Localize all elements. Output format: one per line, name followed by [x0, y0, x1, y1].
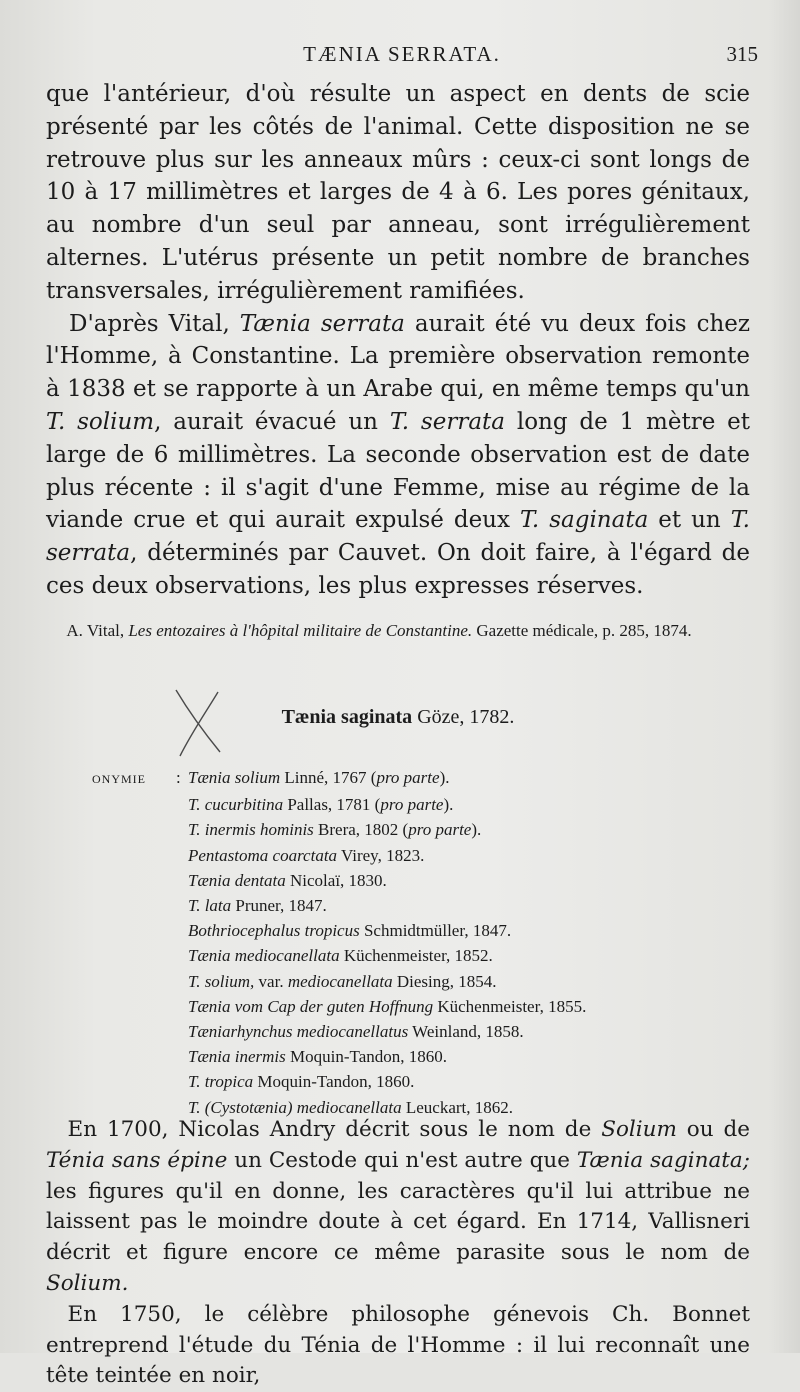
- footnote-text: [46, 618, 750, 643]
- synonym-entry: [92, 969, 752, 994]
- synonym-entry: [92, 994, 752, 1019]
- synonym-name: T. cucurbitina: [188, 795, 284, 815]
- synonymy-list: [92, 765, 752, 1120]
- species-name: T. serrata: [46, 507, 750, 567]
- synonym-authority: Pruner, 1847.: [231, 896, 327, 916]
- species-name: Ténia sans épine: [46, 1147, 228, 1173]
- species-name: Solium: [601, 1117, 677, 1142]
- synonym-name: Pentastoma coarctata: [188, 845, 338, 865]
- synonym-entry: [92, 868, 752, 893]
- running-title: TÆNIA SERRATA.: [303, 42, 501, 66]
- synonymy-label: ONYMIE: [92, 772, 146, 786]
- synonymy-colon: :: [176, 768, 181, 787]
- synonym-authority: Weinland, 1858.: [408, 1022, 524, 1042]
- synonym-name: Tænia inermis: [188, 1047, 286, 1067]
- synonym-authority: Moquin-Tandon, 1860.: [285, 1047, 448, 1067]
- text-run: , déterminés par Cauvet. On doit faire, à l'égard de ces deux observations, les plus expresses réserves.: [46, 540, 750, 599]
- paragraph-vital: [46, 308, 750, 603]
- synonym-authority: Pallas, 1781 (: [283, 795, 381, 815]
- synonym-note: pro parte: [408, 820, 472, 840]
- synonym-entry: [92, 1069, 752, 1094]
- synonym-note: pro parte: [380, 795, 444, 815]
- lower-body-text: [46, 1115, 750, 1392]
- synonym-authority: var.: [254, 971, 288, 991]
- text-run: , aurait évacué un: [154, 408, 390, 435]
- synonym-end: ).: [471, 820, 482, 840]
- synonym-authority: Moquin-Tandon, 1860.: [253, 1072, 415, 1092]
- page-number: 315: [726, 42, 758, 66]
- synonym-name: Tænia dentata: [188, 870, 286, 890]
- synonym-end: ).: [439, 768, 450, 787]
- synonym-name: Tæniarhynchus mediocanellatus: [188, 1022, 409, 1042]
- synonym-entry: [92, 943, 752, 968]
- footnote-citation: Gazette médicale, p. 285, 1874.: [472, 621, 692, 640]
- text-run: ou de: [676, 1117, 750, 1142]
- synonym-name: T. tropica: [188, 1072, 254, 1092]
- synonym-name: T. lata: [188, 896, 232, 916]
- species-name: Solium.: [46, 1270, 129, 1296]
- synonym-end: Diesing, 1854.: [392, 971, 497, 991]
- synonym-entry: [92, 893, 752, 918]
- section-species-name: Tænia saginata: [281, 706, 413, 728]
- text-run: aurait été vu deux fois chez l'Homme, à Constantine. La première observation remonte à 1838 et se rapporte à un Arabe qui, en même temps qu'un: [46, 310, 751, 403]
- synonym-authority: Brera, 1802 (: [313, 820, 409, 840]
- text-run: long de 1 mètre et large de 6 millimètres. La seconde observation est de date plus récente : il s'agit d'une Femme, mise au régime de la viande crue et qui aurait expulsé deux: [46, 408, 751, 534]
- species-name: T. saginata: [519, 507, 649, 534]
- synonym-authority: Nicolaï, 1830.: [285, 870, 387, 890]
- paragraph-continuation: que l'antérieur, d'où résulte un aspect en dents de scie présenté par les côtés de l'animal. Cette disposition ne se retrouve plus sur les anneaux mûrs : ceux-ci sont longs de 10 à 17 millimètres et larges de 4 à 6. Les pores génitaux, au nombre d'un seul par anneau, sont irrégulièrement alternes. L'utérus présente un petit nombre de branches transversales, irrégulièrement ramifiées.: [46, 81, 750, 304]
- species-name: Tænia serrata: [239, 310, 405, 337]
- footnote-author: A. Vital,: [66, 621, 129, 640]
- main-body-text: [46, 78, 750, 603]
- species-name: Tænia saginata;: [576, 1147, 750, 1173]
- synonym-name: T. solium,: [188, 971, 255, 991]
- page-header: [46, 42, 758, 70]
- section-heading: [46, 706, 750, 729]
- synonym-name: Tænia vom Cap der guten Hoffnung: [188, 996, 434, 1016]
- synonym-entry: [92, 1044, 752, 1069]
- footnote-title: Les entozaires à l'hôpital militaire de Constantine.: [128, 621, 473, 640]
- synonym-authority: Küchenmeister, 1855.: [433, 996, 587, 1016]
- paragraph-andry: [46, 1115, 750, 1300]
- footnote: [46, 618, 750, 643]
- synonym-authority: Küchenmeister, 1852.: [339, 946, 493, 966]
- synonym-name: Bothriocephalus tropicus: [188, 921, 360, 941]
- page-gutter-shadow: [768, 0, 800, 1353]
- text-run: un Cestode qui n'est autre que: [227, 1147, 577, 1173]
- synonym-entry: [92, 792, 752, 817]
- species-name: T. solium: [46, 408, 155, 435]
- synonym-name: Tænia solium: [188, 768, 281, 787]
- synonym-entry: [92, 1019, 752, 1044]
- synonym-authority: Schmidtmüller, 1847.: [359, 921, 512, 941]
- section-authority: Göze, 1782.: [412, 706, 515, 728]
- synonym-entry: [92, 817, 752, 842]
- synonym-authority: Linné, 1767 (: [280, 768, 377, 787]
- text-run: En 1700, Nicolas Andry décrit sous le nom de: [67, 1117, 602, 1142]
- synonym-note: mediocanellata: [287, 971, 393, 991]
- text-run: et un: [648, 507, 731, 534]
- synonym-entry: [92, 765, 752, 792]
- synonym-entry: [92, 843, 752, 868]
- synonym-end: ).: [443, 795, 454, 815]
- synonym-note: pro parte: [376, 768, 440, 787]
- synonym-entry: [92, 918, 752, 943]
- text-run: les figures qu'il en donne, les caractères qu'il lui attribue ne laissent pas le moindre doute à cet égard. En 1714, Vallisneri décrit et figure encore ce même parasite sous le nom de: [46, 1178, 750, 1266]
- paragraph-bonnet: En 1750, le célèbre philosophe génevois Ch. Bonnet entreprend l'étude du Ténia de l'Homme : il lui reconnaît une tête teintée en noir,: [46, 1301, 750, 1389]
- synonym-name: T. inermis hominis: [188, 820, 314, 840]
- synonym-authority: Leuckart, 1862.: [401, 1097, 513, 1117]
- synonym-name: Tænia mediocanellata: [188, 946, 340, 966]
- species-name: T. serrata: [389, 408, 506, 435]
- synonym-name: T. (Cystotænia) mediocanellata: [188, 1097, 402, 1117]
- synonym-authority: Virey, 1823.: [337, 845, 425, 865]
- text-run: D'après Vital,: [69, 310, 240, 337]
